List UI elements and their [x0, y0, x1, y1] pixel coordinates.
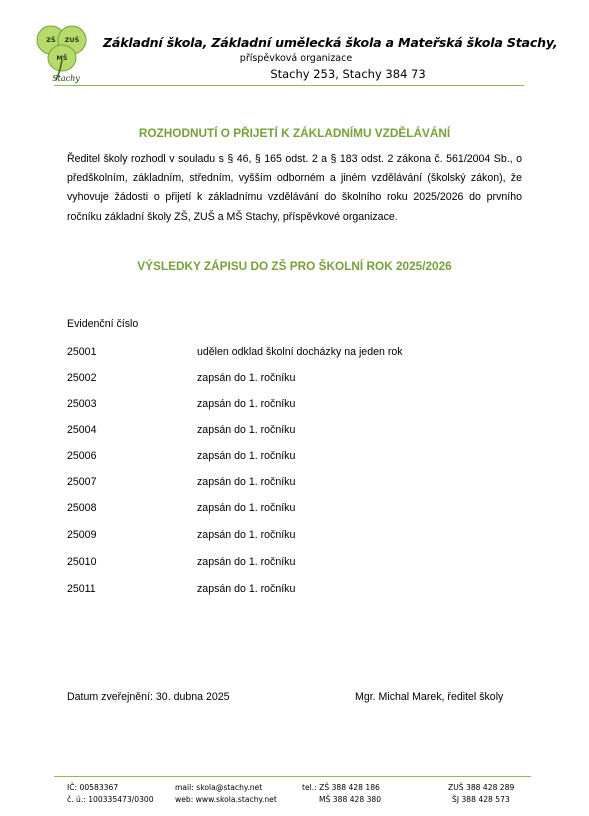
registration-number: 25011 — [67, 583, 96, 595]
footer-web[interactable]: web: www.skola.stachy.net — [175, 795, 277, 804]
logo-text-zus: ZUŠ — [64, 36, 80, 44]
registration-number: 25008 — [67, 502, 97, 514]
result-row — [67, 424, 527, 440]
result-row — [67, 346, 527, 362]
header-divider — [54, 85, 524, 86]
organization-type-wrap — [0, 53, 589, 64]
school-address-wrap — [0, 67, 589, 81]
logo-script-text: Stachy — [52, 74, 80, 83]
school-address: Stachy 253, Stachy 384 73 — [270, 67, 426, 81]
result-text: zapsán do 1. ročníku — [197, 424, 296, 436]
decision-text: Ředitel školy rozhodl v souladu s § 46, § 165 odst. 2 a § 183 odst. 2 zákona č. 561/2004 Sb., o předškolním, základním, středním, vyšším odborném a jiném vzdělávání (školský zákon), že vyhovuje žádosti o přijetí k základnímu vzdělávání do školního roku 2025/2026 do prvního ročníku základní školy ZŠ, ZUŠ a MŠ Stachy, příspěvkové organizace. — [67, 153, 522, 223]
result-text: zapsán do 1. ročníku — [197, 529, 296, 541]
registration-number: 25004 — [67, 424, 97, 436]
registration-number: 25010 — [67, 556, 97, 568]
footer-tel-zus: ZUŠ 388 428 289 — [448, 783, 515, 792]
result-row — [67, 583, 527, 599]
footer-tel-ms: MŠ 388 428 380 — [319, 795, 382, 804]
result-text: udělen odklad školní docházky na jeden rok — [197, 346, 403, 358]
registration-number: 25002 — [67, 372, 97, 384]
result-text: zapsán do 1. ročníku — [197, 450, 296, 462]
footer-account: č. ú.: 100335473/0300 — [67, 795, 154, 804]
result-text: zapsán do 1. ročníku — [197, 398, 296, 410]
registration-number: 25006 — [67, 450, 97, 462]
logo-text-ms: MŠ — [56, 54, 68, 62]
result-row — [67, 372, 527, 388]
registration-number: 25001 — [67, 346, 97, 358]
registration-number: 25003 — [67, 398, 97, 410]
result-row — [67, 450, 527, 466]
result-text: zapsán do 1. ročníku — [197, 476, 296, 488]
director-signature: Mgr. Michal Marek, ředitel školy — [355, 691, 504, 703]
result-row — [67, 502, 527, 518]
results-title: VÝSLEDKY ZÁPISU DO ZŠ PRO ŠKOLNÍ ROK 2025/2026 — [137, 259, 452, 273]
result-row — [67, 556, 527, 572]
result-text: zapsán do 1. ročníku — [197, 372, 296, 384]
footer-divider — [54, 776, 531, 777]
logo-text-zs: ZŠ — [46, 36, 56, 44]
result-row — [67, 476, 527, 492]
footer-tel-sj: ŠJ 388 428 573 — [452, 795, 510, 804]
result-row — [67, 529, 527, 545]
result-row — [67, 398, 527, 414]
organization-type: příspěvková organizace — [239, 53, 353, 64]
registration-number: 25009 — [67, 529, 97, 541]
result-text: zapsán do 1. ročníku — [197, 583, 296, 595]
registration-number: 25007 — [67, 476, 97, 488]
footer-mail[interactable]: mail: skola@stachy.net — [175, 783, 263, 792]
decision-title: ROZHODNUTÍ O PŘIJETÍ K ZÁKLADNÍMU VZDĚLÁVÁNÍ — [138, 126, 451, 140]
column-label: Evidenční číslo — [67, 318, 139, 330]
footer-ic: IČ: 00583367 — [67, 783, 119, 792]
footer-tel-zs: tel.: ZŠ 388 428 186 — [302, 783, 380, 792]
result-text: zapsán do 1. ročníku — [197, 556, 296, 568]
result-text: zapsán do 1. ročníku — [197, 502, 296, 514]
school-name: Základní škola, Základní umělecká škola a Mateřská škola Stachy, — [103, 35, 558, 50]
publication-date: Datum zveřejnění: 30. dubna 2025 — [67, 691, 230, 703]
